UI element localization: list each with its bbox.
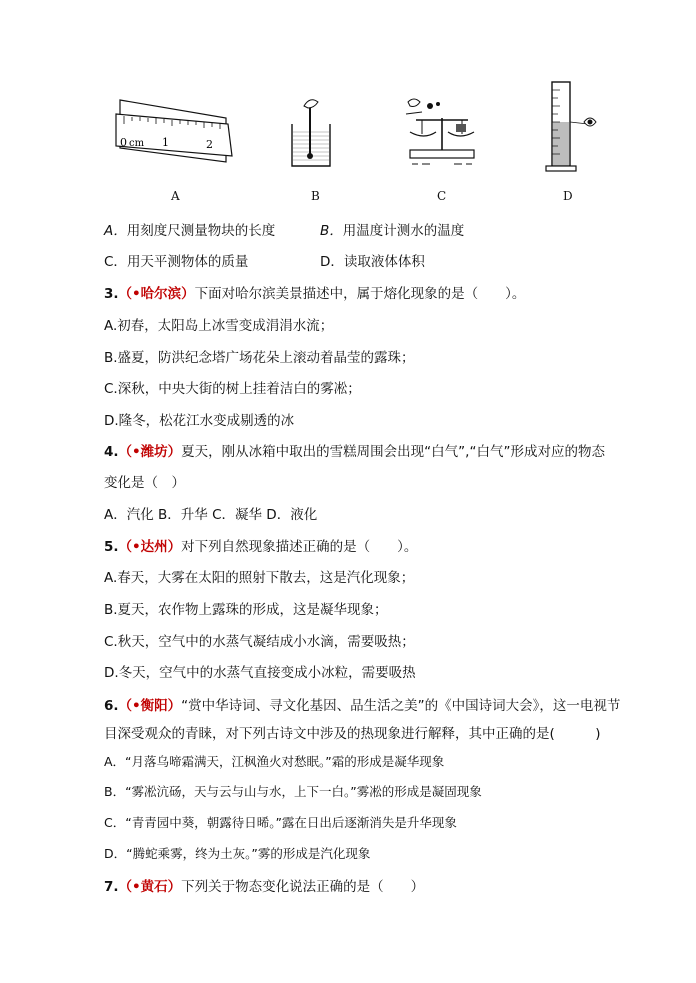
list-item: B.夏天，农作物上露珠的形成，这是凝华现象； bbox=[104, 602, 388, 618]
ruler-zero: 0 bbox=[120, 136, 127, 149]
ruler-one: 1 bbox=[162, 136, 169, 149]
balance-icon bbox=[402, 92, 482, 170]
question-text-continued: 变化是（ ） bbox=[104, 475, 185, 491]
option-letter: C． bbox=[104, 254, 127, 270]
list-item: C.秋天，空气中的水蒸气凝结成小水滴，需要吸热； bbox=[104, 634, 415, 650]
option-text: 用刻度尺测量物块的长度 bbox=[126, 223, 276, 239]
ruler-icon bbox=[106, 78, 236, 168]
question-text: 对下列自然现象描述正确的是（ ）。 bbox=[181, 539, 418, 555]
option-text: 用天平测物体的质量 bbox=[126, 254, 249, 270]
option-text: 读取液体体积 bbox=[343, 254, 425, 270]
figure-label-d: D bbox=[563, 189, 573, 203]
option-letter: B． bbox=[320, 223, 343, 239]
option-row bbox=[104, 250, 425, 270]
question-source: （•潍坊） bbox=[118, 444, 182, 460]
figure-label-a: A bbox=[171, 189, 180, 203]
question-text: 夏天，刚从冰箱中取出的雪糕周围会出现“白气”,“白气”形成对应的物态 bbox=[181, 444, 605, 460]
question-number: 7. bbox=[104, 879, 119, 895]
question-6 bbox=[104, 694, 620, 714]
question-source: （•达州） bbox=[118, 539, 182, 555]
ruler-two: 2 bbox=[206, 138, 213, 151]
question-text-continued: 目深受观众的青睐，对下列古诗文中涉及的热现象进行解释，其中正确的是( ) bbox=[104, 726, 601, 742]
list-item: B．“雾凇沆砀，天与云与山与水，上下一白。”雾凇的形成是凝固现象 bbox=[104, 784, 482, 799]
question-4 bbox=[104, 440, 605, 460]
question-text: 下面对哈尔滨美景描述中，属于熔化现象的是（ ）。 bbox=[194, 286, 526, 302]
figure-label-b: B bbox=[311, 189, 320, 203]
question-number: 3. bbox=[104, 286, 119, 302]
list-item: D.冬天，空气中的水蒸气直接变成小冰粒，需要吸热 bbox=[104, 665, 416, 681]
list-item: A.初春，太阳岛上冰雪变成涓涓水流； bbox=[104, 318, 334, 334]
list-item: C.深秋，中央大街的树上挂着洁白的雾凇； bbox=[104, 381, 361, 397]
question-3 bbox=[104, 282, 525, 302]
graduated-cylinder-icon bbox=[540, 78, 610, 174]
question-7 bbox=[104, 875, 424, 895]
list-item: A.春天，大雾在太阳的照射下散去，这是汽化现象； bbox=[104, 570, 415, 586]
option-row bbox=[104, 219, 465, 239]
question-source: （•哈尔滨） bbox=[118, 286, 195, 302]
figure-label-c: C bbox=[437, 189, 447, 203]
list-item: D.隆冬，松花江水变成剔透的冰 bbox=[104, 413, 295, 429]
question-number: 4. bbox=[104, 444, 119, 460]
question-text: 下列关于物态变化说法正确的是（ ） bbox=[181, 879, 425, 895]
question-source: （•黄石） bbox=[118, 879, 182, 895]
list-item: A．汽化 B．升华 C．凝华 D．液化 bbox=[104, 507, 318, 523]
list-item: C．“青青园中葵，朝露待日晞。”露在日出后逐渐消失是升华现象 bbox=[104, 815, 457, 830]
question-text: “赏中华诗词、寻文化基因、品生活之美”的《中国诗词大会》，这一电视节 bbox=[181, 698, 621, 714]
question-5 bbox=[104, 535, 417, 555]
ruler-unit: cm bbox=[129, 138, 145, 149]
list-item: D．“腾蛇乘雾，终为土灰。”雾的形成是汽化现象 bbox=[104, 846, 371, 861]
option-text: 用温度计测水的温度 bbox=[342, 223, 465, 239]
list-item: B.盛夏，防洪纪念塔广场花朵上滚动着晶莹的露珠； bbox=[104, 350, 415, 366]
option-letter: D． bbox=[320, 254, 344, 270]
question-number: 6. bbox=[104, 698, 119, 714]
option-letter: A． bbox=[104, 223, 127, 239]
thermometer-beaker-icon bbox=[282, 96, 342, 170]
question-number: 5. bbox=[104, 539, 119, 555]
list-item: A．“月落乌啼霜满天，江枫渔火对愁眠。”霜的形成是凝华现象 bbox=[104, 754, 445, 769]
question-source: （•衡阳） bbox=[118, 698, 182, 714]
